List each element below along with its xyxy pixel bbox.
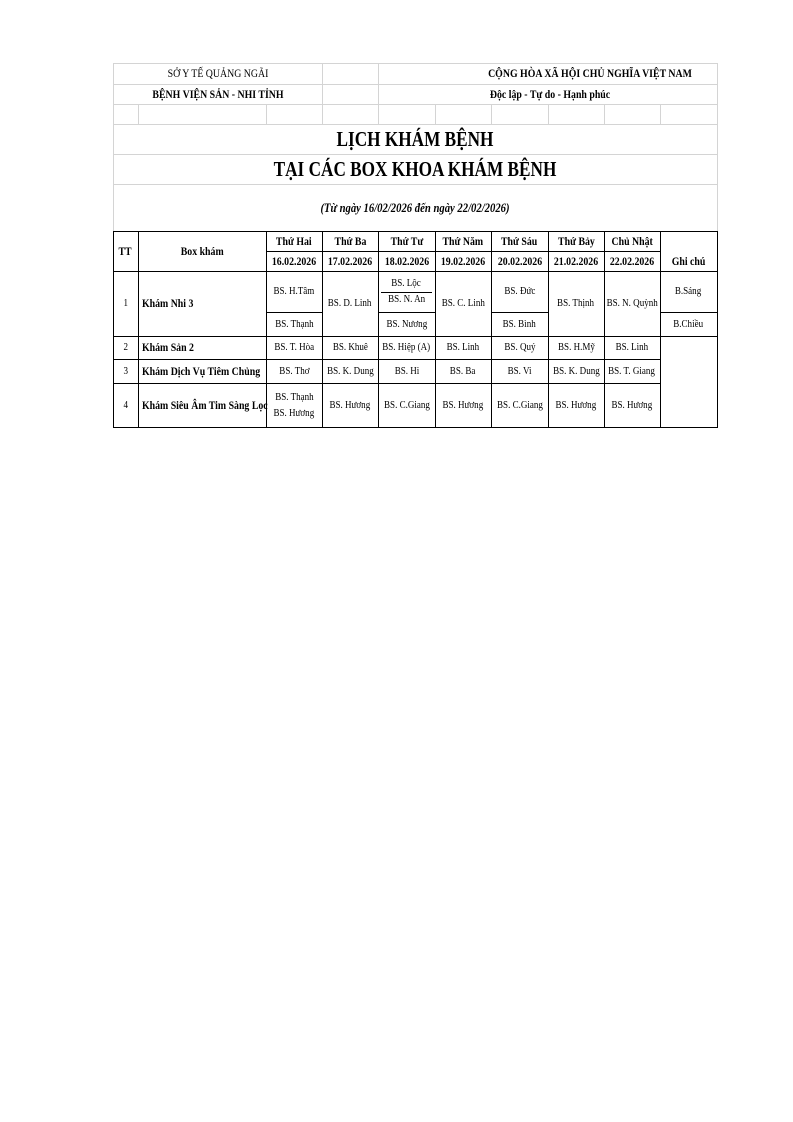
date-header-thu: 19.02.2026	[440, 253, 486, 268]
note-afternoon: B.Chiều	[673, 317, 704, 330]
row-number: 2	[123, 341, 128, 353]
schedule-subtitle: TẠI CÁC BOX KHOA KHÁM BỆNH	[273, 157, 557, 181]
cell-sat: BS. Hương	[555, 398, 597, 411]
column-header-tt: TT	[118, 243, 133, 258]
date-header-tue: 17.02.2026	[327, 253, 373, 268]
date-header-sun: 22.02.2026	[609, 253, 655, 268]
cell-tue: BS. K. Dung	[326, 364, 374, 377]
cell-mon-morning: BS. H.Tâm	[273, 285, 315, 297]
date-header-mon: 16.02.2026	[271, 253, 317, 268]
day-header-wed: Thứ Tư	[390, 233, 423, 248]
day-header-thu: Thứ Năm	[442, 233, 484, 248]
cell-wed-morning: BS. Lộc BS. N. An	[387, 277, 426, 305]
cell-sun: BS. Linh	[615, 341, 649, 353]
cell-fri: BS. Vi	[507, 364, 532, 377]
cell-mon-afternoon: BS. Thạnh	[274, 317, 314, 330]
cell-wed: BS. Hi	[394, 364, 419, 377]
schedule-period: (Từ ngày 16/02/2026 đến ngày 22/02/2026)	[320, 200, 510, 215]
cell-mon: BS. Thạnh BS. Hương	[273, 390, 315, 419]
cell-wed-afternoon: BS. Nương	[386, 317, 427, 330]
box-name: Khám Siêu Âm Tim Sàng Lọc	[142, 397, 268, 412]
day-header-fri: Thứ Sáu	[501, 233, 538, 248]
cell-thu: BS. Hương	[442, 398, 484, 411]
cell-sat: BS. Thịnh	[557, 297, 595, 309]
cell-wed: BS. Hiệp (A)	[382, 341, 431, 353]
column-header-box: Box khám	[180, 243, 224, 258]
box-name: Khám Sản 2	[142, 340, 194, 354]
schedule-title: LỊCH KHÁM BỆNH	[336, 127, 494, 151]
cell-thu: BS. Linh	[446, 341, 480, 353]
cell-sun: BS. Hương	[611, 398, 653, 411]
cell-tue: BS. Khuê	[332, 341, 368, 353]
cell-sun: BS. T. Giang	[608, 364, 656, 377]
day-header-mon: Thứ Hai	[276, 233, 312, 248]
row-number: 3	[123, 364, 128, 377]
day-header-sun: Chủ Nhật	[611, 233, 653, 248]
cell-mon: BS. Thơ	[278, 364, 310, 377]
cell-sun: BS. N. Quỳnh	[606, 297, 658, 309]
national-motto: Độc lập - Tự do - Hạnh phúc	[489, 87, 611, 101]
note-morning: B.Sáng	[675, 285, 702, 297]
cell-tue: BS. D. Linh	[328, 297, 372, 309]
hospital-name: BỆNH VIỆN SẢN - NHI TỈNH	[152, 87, 284, 101]
row-number: 1	[123, 297, 128, 309]
date-header-wed: 18.02.2026	[384, 253, 429, 268]
day-header-tue: Thứ Ba	[334, 233, 366, 248]
cell-mon: BS. T. Hòa	[274, 341, 314, 353]
cell-fri: BS. C.Giang	[496, 398, 543, 411]
column-header-note: Ghi chú	[671, 253, 706, 268]
date-header-sat: 21.02.2026	[553, 253, 599, 268]
day-header-sat: Thứ Bảy	[557, 233, 595, 248]
cell-thu: BS. C. Linh	[441, 297, 485, 309]
cell-fri-morning: BS. Đức	[504, 285, 535, 297]
cell-sat: BS. K. Dung	[552, 364, 600, 377]
republic-name: CỘNG HÒA XÃ HỘI CHỦ NGHĨA VIỆT NAM	[488, 66, 692, 80]
cell-sat: BS. H.Mỹ	[557, 341, 595, 353]
cell-wed: BS. C.Giang	[383, 398, 430, 411]
cell-fri-afternoon: BS. Bình	[502, 317, 537, 330]
cell-fri: BS. Quý	[503, 341, 536, 353]
department-name: SỞ Y TẾ QUẢNG NGÃI	[167, 66, 269, 80]
box-name: Khám Nhi 3	[142, 296, 194, 310]
cell-tue: BS. Hương	[329, 398, 371, 411]
wed-cell-inner-divider	[381, 292, 432, 293]
cell-thu: BS. Ba	[450, 364, 476, 377]
box-name: Khám Dịch Vụ Tiêm Chủng	[142, 363, 261, 378]
date-header-fri: 20.02.2026	[497, 253, 542, 268]
row-number: 4	[123, 398, 128, 411]
